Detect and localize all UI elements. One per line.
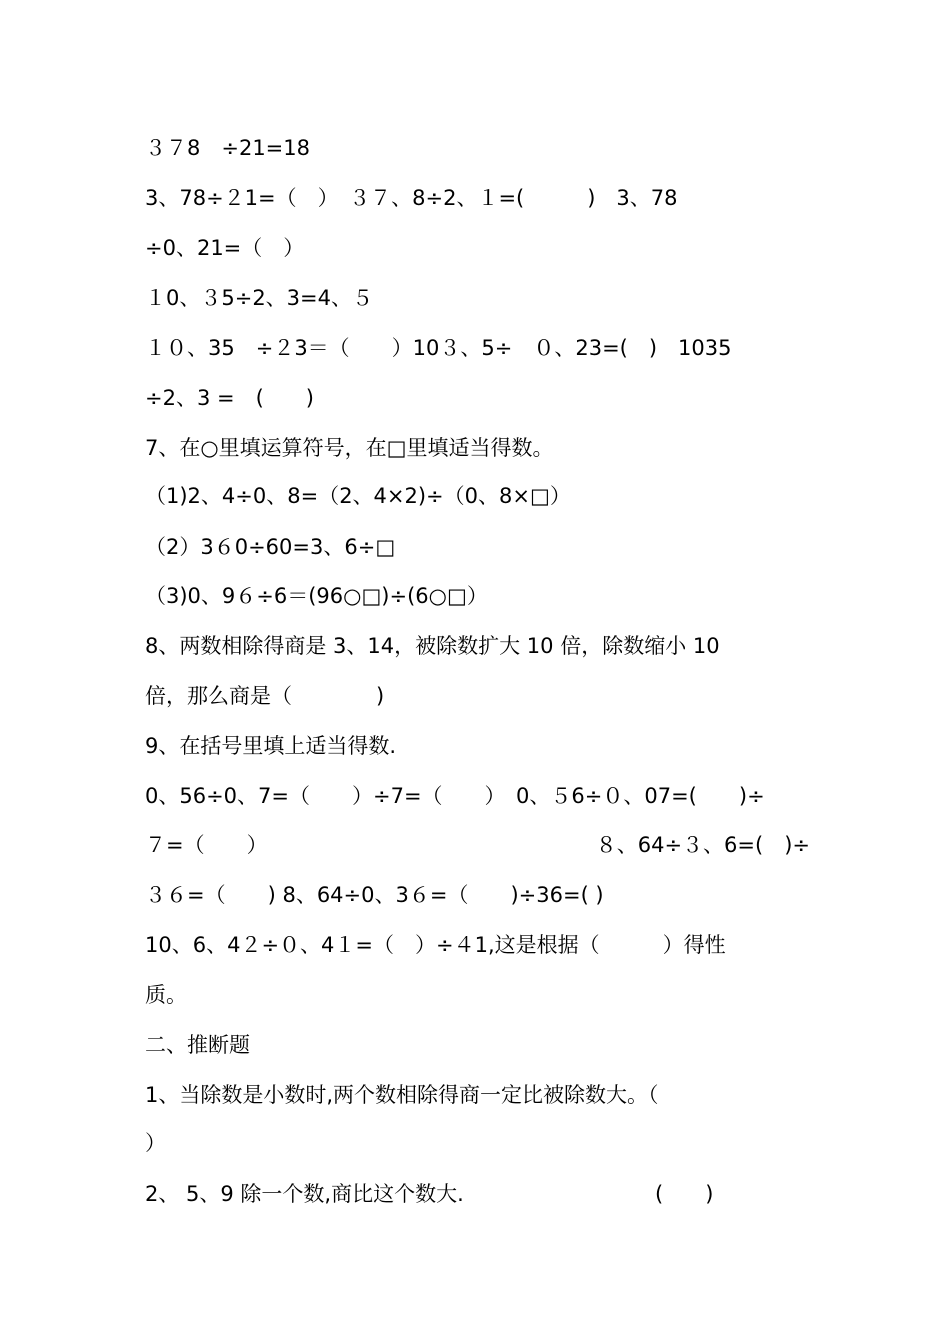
text-line-2: 3、78÷２1=（ ） ３７、8÷2、１=( ) 3、78 — [145, 186, 678, 210]
question-9-heading: 9、在括号里填上适当得数. — [145, 734, 397, 758]
question-8-line-1: 8、两数相除得商是 3、14，被除数扩大 10 倍，除数缩小 10 — [145, 634, 720, 658]
section-2-heading: 二、推断题 — [145, 1033, 250, 1057]
judgment-1-line-2: ） — [145, 1131, 166, 1155]
judgment-1-line-1: 1、当除数是小数时,两个数相除得商一定比被除数大。（ — [145, 1083, 659, 1107]
question-7-item-1: （1)2、4÷0、8=（2、4×2)÷（0、8×□） — [145, 484, 571, 508]
text-line-1: ３７8 ÷21=18 — [145, 136, 310, 160]
judgment-2-text: 2、 5、9 除一个数,商比这个数大. — [145, 1182, 464, 1206]
text-line-5: １０、35 ÷２3＝（ ）10３、5÷ ０、23=( ) 1035 — [145, 336, 732, 360]
text-line-6: ÷2、3 = ( ) — [145, 386, 314, 410]
text-line-3: ÷0、21=（ ） — [145, 236, 305, 260]
text-line-4: １0、３5÷2、3=4、５ — [145, 286, 373, 310]
question-9-line-2-right: ８、64÷３、6=( )÷ — [595, 833, 810, 857]
judgment-2 — [145, 1179, 810, 1209]
question-9-line-2 — [145, 830, 810, 860]
question-7-item-3: （3)0、9６÷6＝(96○□)÷(6○□） — [145, 584, 488, 608]
question-10-line-2: 质。 — [145, 983, 187, 1007]
judgment-2-answer-blank: ( ) — [655, 1182, 714, 1206]
question-9-line-1: 0、56÷0、7=（ ）÷7=（ ） 0、５6÷０、07=( )÷ — [145, 784, 765, 808]
question-9-line-3: ３６=（ ) 8、64÷0、3６=（ )÷36=( ) — [145, 883, 604, 907]
question-9-line-2-left: ７=（ ） — [145, 833, 268, 857]
question-8-line-2: 倍，那么商是（ ) — [145, 684, 385, 708]
question-7-item-2: （2）3６0÷60=3、6÷□ — [145, 535, 396, 559]
question-10-line-1: 10、6、4２÷０、4１=（ ）÷４1,这是根据（ ）得性 — [145, 933, 726, 957]
question-7-heading: 7、在○里填运算符号，在□里填适当得数。 — [145, 436, 554, 460]
